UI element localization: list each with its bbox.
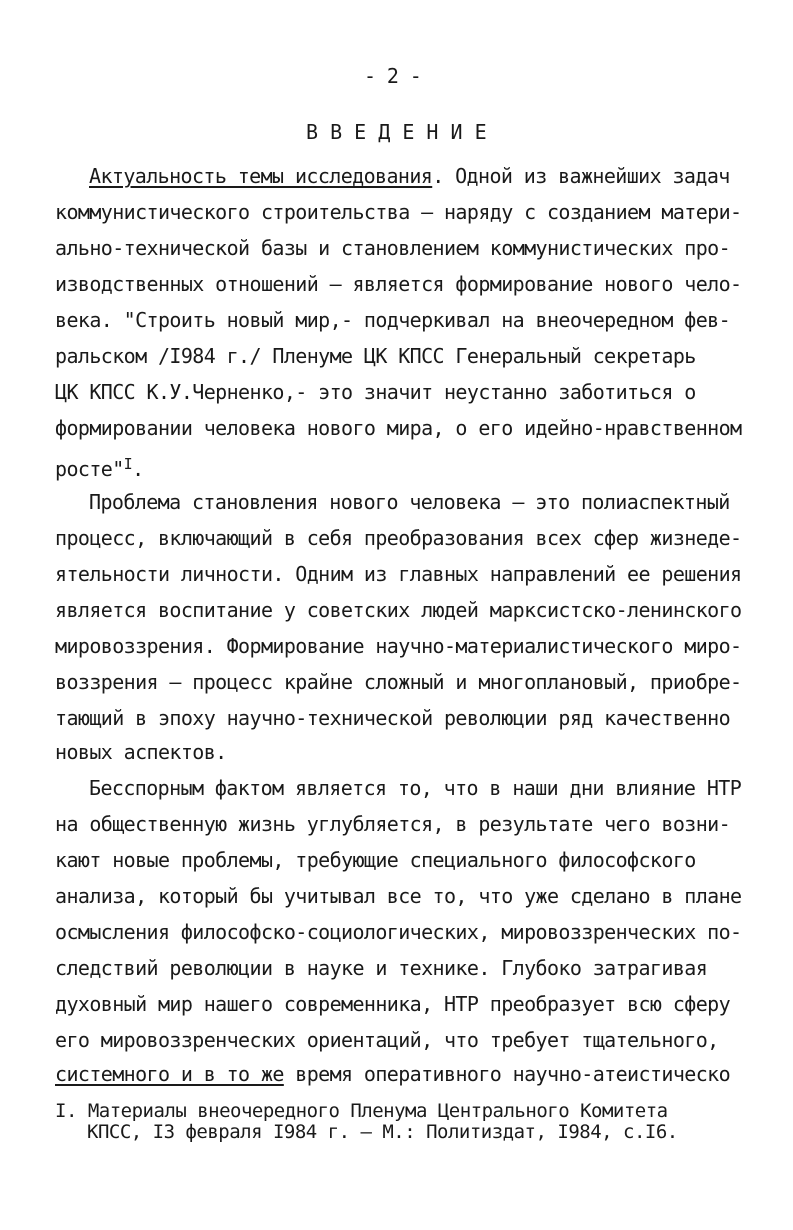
text-line: духовный мир нашего современника, НТР преобразует всю сферу: [55, 992, 731, 1016]
text-line: ЦК КПСС К.У.Черненко,- это значит неустанно заботиться о: [55, 380, 696, 404]
text-line: следствий революции в науке и технике. Глубоко затрагивая: [55, 956, 708, 980]
text-line: Актуальность темы исследования. Одной из важнейших задач: [89, 164, 730, 188]
text-line: осмысления философско-социологических, мировоззренческих по-: [55, 920, 742, 944]
text-line: Бесспорным фактом является то, что в наши дни влияние НТР: [89, 776, 742, 800]
text-line: росте"$^I$.: [55, 455, 144, 481]
footnote-line: КПСС, I3 февраля I984 г. – М.: Политиздат, I984, с.I6.: [87, 1121, 678, 1143]
section-lead-underlined: Актуальность темы исследования: [89, 164, 433, 188]
text-line: мировоззрения. Формирование научно-материалистического миро-: [55, 634, 742, 658]
text-line: его мировоззренческих ориентаций, что требует тщательного,: [55, 1028, 719, 1052]
text-line: ятельности личности. Одним из главных направлений ее решения: [55, 562, 742, 586]
text-line: на общественную жизнь углубляется, в результате чего возни-: [55, 812, 731, 836]
text-line: кают новые проблемы, требующие специального философского: [55, 848, 696, 872]
text-line: системного и в то же время оперативного научно-атеистическо: [55, 1062, 731, 1086]
text-line: ральском /I984 г./ Пленуме ЦК КПСС Генеральный секретарь: [55, 344, 696, 368]
footnote-marker: I: [123, 455, 133, 473]
text-line: тающий в эпоху научно-технической революции ряд качественно: [55, 706, 731, 730]
text-line: ально-технической базы и становлением коммунистических про-: [55, 236, 731, 260]
text-line: процесс, включающий в себя преобразования всех сфер жизнеде-: [55, 526, 742, 550]
page-number: - 2 -: [364, 64, 422, 88]
text-line: Проблема становления нового человека – это полиаспектный: [89, 490, 730, 514]
underlined-phrase: системного и в то же: [55, 1062, 284, 1086]
text-line: является воспитание у советских людей марксистско-ленинского: [55, 598, 742, 622]
text-line: коммунистического строительства – наряду с созданием матери-: [55, 200, 742, 224]
text-line: новых аспектов.: [55, 740, 227, 764]
page-heading: В В Е Д Е Н И Е: [306, 120, 487, 144]
text-line: изводственных отношений – является формирование нового чело-: [55, 272, 742, 296]
text-line: формировании человека нового мира, о его идейно-нравственном: [55, 416, 742, 440]
text-line: века. "Строить новый мир,- подчеркивал на внеочередном фев-: [55, 308, 731, 332]
text-line: воззрения – процесс крайне сложный и многоплановый, приобре-: [55, 670, 742, 694]
text-line: анализа, который бы учитывал все то, что уже сделано в плане: [55, 884, 742, 908]
footnote-line: I. Материалы внеочередного Пленума Центрального Комитета: [55, 1100, 668, 1122]
